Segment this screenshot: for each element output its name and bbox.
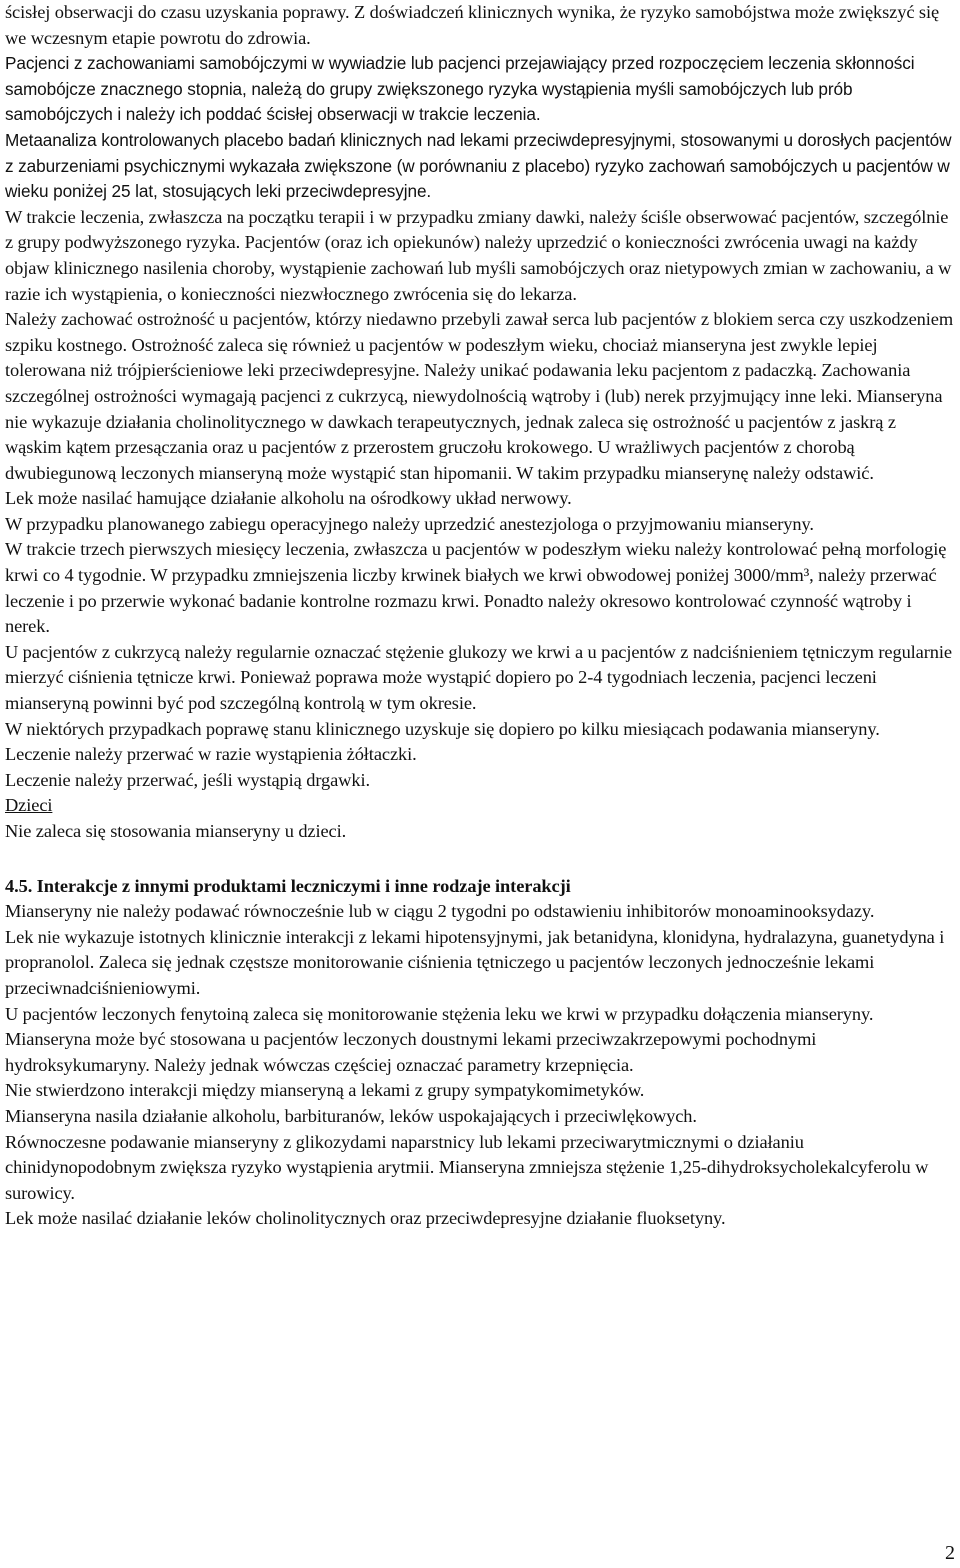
paragraph: Mianseryna może być stosowana u pacjentów leczonych doustnymi lekami przeciwzakrzepowymi pochodnymi hydroksykumaryny. Należy jednak wówczas częściej oznaczać parametry krzepnięcia. [5, 1029, 817, 1075]
paragraph [5, 537, 955, 639]
paragraph: Równoczesne podawanie mianseryny z glikozydami naparstnicy lub lekami przeciwarytmicznymi o działaniu chinidynopodobnym zwiększa ryzyko wystąpienia arytmii. Mianseryna zmniejsza stężenie 1,25-dihydroksycholekalcyferolu w surowicy. [5, 1131, 929, 1203]
text-run: W niektórych przypadkach poprawę stanu klinicznego uzyskuje się dopiero po kilku miesiącach podawania mianseryny. [5, 718, 880, 739]
paragraph [5, 717, 955, 743]
paragraph [5, 742, 955, 768]
text-run: Metaanaliza kontrolowanych placebo badań klinicznych nad lekami przeciwdepresyjnymi, stosowanymi u dorosłych pacjentów z zaburzeniami psychicznymi wykazała zwiększone (w porównaniu z placebo) ryzyko zachowań samobójczych u pacjentów w wieku poniżej 25 lat, stosujących leki przeciwdepresyjne. [5, 129, 952, 202]
paragraph [5, 51, 955, 128]
paragraph [5, 205, 955, 307]
text-run: W trakcie leczenia, zwłaszcza na początku terapii i w przypadku zmiany dawki, należy ściśle obserwować pacjentów, szczególnie z grupy podwyższonego ryzyka. Pacjentów (oraz ich opiekunów) należy uprzedzić o konieczności zwrócenia uwagi na każdy objaw klinicznego nasilenia choroby, wystąpienie zachowań lub myśli samobójczych oraz nietypowych zmian w zachowaniu, a w razie ich wystąpienia, o konieczności niezwłocznego zwrócenia się do lekarza. [5, 206, 952, 304]
body-before [5, 0, 955, 793]
text-run: U pacjentów z cukrzycą należy regularnie oznaczać stężenie glukozy we krwi a u pacjentów z nadciśnieniem tętniczym regularnie mierzyć ciśnienia tętnicze krwi. Ponieważ poprawa może wystąpić dopiero po 2-4 tygodniach leczenia, pacjenci leczeni mianseryną powinni być pod szczególną kontrolą w tym okresie. [5, 641, 952, 714]
spacer [5, 845, 955, 874]
text-run: Leczenie należy przerwać, jeśli wystąpią drgawki. [5, 769, 370, 790]
paragraph: Mianseryna nasila działanie alkoholu, barbituranów, leków uspokajających i przeciwlękowych. [5, 1105, 697, 1126]
paragraph [5, 512, 955, 538]
body-after [5, 899, 955, 1232]
text-run: Leczenie należy przerwać w razie wystąpienia żółtaczki. [5, 744, 417, 765]
text-run: W przypadku planowanego zabiegu operacyjnego należy uprzedzić anestezjologa o przyjmowaniu mianseryny. [5, 513, 814, 534]
paragraph: Lek nie wykazuje istotnych klinicznie interakcji z lekami hipotensyjnymi, jak betanidyna, klonidyna, hydralazyna, guanetydyna i propranolol. Zaleca się jednak częstsze monitorowanie ciśnienia tętniczego u pacjentów leczonych jednocześnie lekami przeciwnadciśnieniowymi. [5, 926, 945, 998]
text-run: W trakcie trzech pierwszych miesięcy leczenia, zwłaszcza u pacjentów w podeszłym wieku należy kontrolować pełną morfologię krwi co 4 tygodnie. W przypadku zmniejszenia liczby krwinek białych we krwi obwodowej poniżej 3000/mm³, należy przerwać leczenie i po przerwie wykonać badanie kontrolne rozmazu krwi. Ponadto należy okresowo kontrolować czynność wątroby i nerek. [5, 539, 947, 637]
paragraph: Mianseryny nie należy podawać równocześnie lub w ciągu 2 tygodni po odstawieniu inhibitorów monoaminooksydazy. [5, 901, 875, 922]
text-run: ścisłej obserwacji do czasu uzyskania poprawy. Z doświadczeń klinicznych wynika, że ryzyko samobójstwa może zwiększyć się we wczesnym etapie powrotu do zdrowia. [5, 2, 940, 48]
section-heading: 4.5. Interakcje z innymi produktami leczniczymi i inne rodzaje interakcji [5, 875, 571, 896]
paragraph [5, 486, 955, 512]
page-number: 2 [945, 1542, 955, 1564]
children-heading: Dzieci [5, 795, 53, 816]
text-run: Należy zachować ostrożność u pacjentów, którzy niedawno przebyli zawał serca lub pacjentów z blokiem serca czy uszkodzeniem szpiku kostnego. Ostrożność zaleca się również u pacjentów w podeszłym wieku, chociaż mianseryna jest zwykle lepiej tolerowana niż trójpierścieniowe leki przeciwdepresyjne. Należy unikać podawania leku pacjentom z padaczką. Zachowania szczególnej ostrożności wymagają pacjenci z cukrzycą, niewydolnością wątroby i (lub) nerek przyjmujący inne leki. Mianseryna nie wykazuje działania cholinolitycznego w dawkach terapeutycznych, jednak zaleca się ostrożność u pacjentów z jaskrą z wąskim kątem przesączania oraz u pacjentów z przerostem gruczołu krokowego. U wrażliwych pacjentów z chorobą dwubiegunową leczonych mianseryną może wystąpić stan hipomanii. W takim przypadku mianserynę należy odstawić. [5, 309, 954, 483]
document-page [5, 0, 955, 1232]
paragraph [5, 307, 955, 486]
paragraph [5, 0, 955, 51]
paragraph: U pacjentów leczonych fenytoiną zaleca się monitorowanie stężenia leku we krwi w przypadku dołączenia mianseryny. [5, 1003, 874, 1024]
paragraph [5, 128, 955, 205]
paragraph: Nie stwierdzono interakcji między mianseryną a lekami z grupy sympatykomimetyków. [5, 1080, 645, 1101]
paragraph [5, 768, 955, 794]
text-run: Pacjenci z zachowaniami samobójczymi w wywiadzie lub pacjenci przejawiający przed rozpoczęciem leczenia skłonności samobójcze znacznego stopnia, należą do grupy zwiększonego ryzyka wystąpienia myśli samobójczych lub prób samobójczych i należy ich poddać ścisłej obserwacji w trakcie leczenia. [5, 53, 915, 125]
text-run: Lek może nasilać hamujące działanie alkoholu na ośrodkowy układ nerwowy. [5, 488, 572, 509]
children-text: Nie zaleca się stosowania mianseryny u dzieci. [5, 821, 347, 841]
paragraph: Lek może nasilać działanie leków cholinolitycznych oraz przeciwdepresyjne działanie fluoksetyny. [5, 1208, 726, 1229]
paragraph [5, 640, 955, 717]
